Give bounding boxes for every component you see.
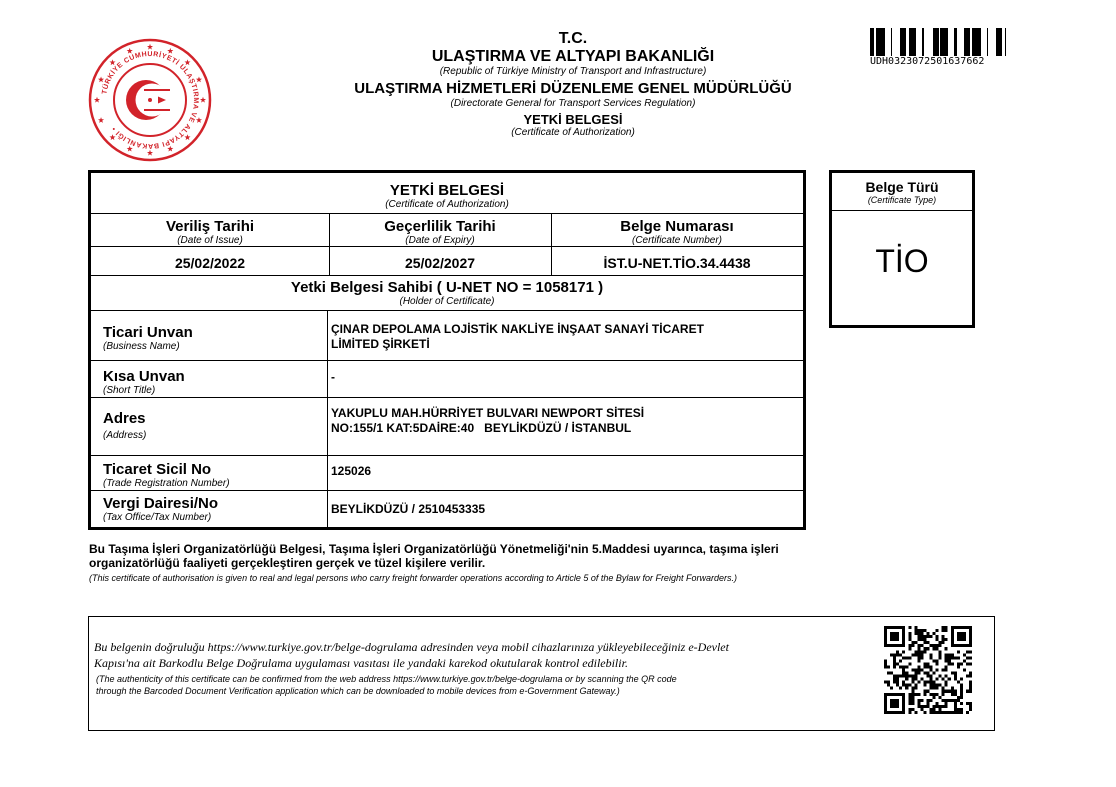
- address-line1: YAKUPLU MAH.HÜRRİYET BULVARI NEWPORT SİTESİ: [331, 406, 645, 420]
- certificate-number-header: [551, 219, 803, 246]
- barcode-number: UDH0323072501637662: [870, 56, 985, 67]
- business-name-line1: ÇINAR DEPOLAMA LOJİSTİK NAKLİYE İNŞAAT SANAYİ TİCARET: [331, 322, 704, 336]
- certificate-type-label-en: (Certificate Type): [867, 195, 937, 205]
- certificate-number-value: İST.U-NET.TİO.34.4438: [603, 255, 751, 271]
- issue-date-value: 25/02/2022: [174, 255, 246, 271]
- header-directorate-en: (Directorate General for Transport Services Regulation): [450, 98, 696, 109]
- holder-label: Yetki Belgesi Sahibi ( U-NET NO = 1058171 ): [290, 279, 604, 296]
- business-name-label-en: (Business Name): [103, 341, 180, 352]
- verification-en-line1: (The authenticity of this certificate can be confirmed from the web address https://www.turkiye.gov.tr/belge-dogrulama or by scanning the QR code: [96, 674, 677, 684]
- certificate-type-value: TİO: [875, 243, 929, 279]
- certificate-title-block: [91, 183, 803, 210]
- issue-date-header: [91, 219, 329, 246]
- legal-note: [89, 542, 879, 584]
- certificate-title: YETKİ BELGESİ: [389, 182, 505, 199]
- expiry-date-label-en: (Date of Expiry): [405, 235, 475, 246]
- certificate-title-en: (Certificate of Authorization): [385, 199, 509, 210]
- address-label-en: (Address): [103, 430, 147, 441]
- verification-box: [88, 616, 995, 731]
- trade-registration-label-en: (Trade Registration Number): [103, 478, 230, 489]
- certificate-number-label: Belge Numarası: [620, 218, 734, 235]
- verification-text-tr: [94, 639, 834, 671]
- verification-tr-line2: Kapısı'na ait Barkodlu Belge Doğrulama uygulaması vasıtası ile yandaki karekod okutularak kontrol edilebilir.: [94, 656, 628, 670]
- header-doc-title-en: (Certificate of Authorization): [511, 127, 635, 138]
- address-label: Adres: [103, 410, 146, 427]
- certificate-table: [88, 170, 806, 530]
- header-directorate: ULAŞTIRMA HİZMETLERİ DÜZENLEME GENEL MÜDÜRLÜĞÜ: [354, 80, 792, 97]
- certificate-type-header: [832, 179, 972, 206]
- header-ministry-en: (Republic of Türkiye Ministry of Transport and Infrastructure): [439, 66, 707, 77]
- short-title-label-en: (Short Title): [103, 385, 156, 396]
- barcode-image: [870, 28, 1008, 56]
- verification-en-line2: through the Barcoded Document Verification application which can be downloaded to mobile devices from e-Government Gateway.): [96, 686, 620, 696]
- trade-registration-label-block: [103, 461, 323, 489]
- legal-note-en: (This certificate of authorisation is given to real and legal persons who carry freight forwarder operations according to Article 5 of the Bylaw for Freight Forwarders.): [89, 573, 737, 583]
- business-name-label: Ticari Unvan: [103, 324, 193, 341]
- business-name-line2: LİMİTED ŞİRKETİ: [331, 337, 430, 351]
- expiry-date-value: 25/02/2027: [404, 255, 476, 271]
- short-title-label: Kısa Unvan: [103, 368, 185, 385]
- expiry-date-label: Geçerlilik Tarihi: [384, 218, 496, 235]
- trade-registration-value: 125026: [331, 464, 372, 478]
- address-value: [331, 406, 799, 436]
- address-line2: NO:155/1 KAT:5DAİRE:40 BEYLİKDÜZÜ / İSTANBUL: [331, 421, 632, 435]
- expiry-date-header: [329, 219, 551, 246]
- header-doc-title: YETKİ BELGESİ: [523, 112, 623, 127]
- tax-office-label-en: (Tax Office/Tax Number): [103, 512, 212, 523]
- short-title-label-block: [103, 368, 323, 396]
- holder-label-en: (Holder of Certificate): [399, 296, 495, 307]
- verification-text-en: [96, 673, 836, 697]
- trade-registration-label: Ticaret Sicil No: [103, 461, 212, 478]
- issue-date-label: Veriliş Tarihi: [165, 218, 255, 235]
- legal-note-tr-line2: organizatörlüğü faaliyeti gerçekleştiren gerçek ve tüzel kişilere verilir.: [89, 556, 486, 570]
- issue-date-label-en: (Date of Issue): [177, 235, 243, 246]
- holder-header: [91, 280, 803, 307]
- certificate-type-label: Belge Türü: [865, 179, 939, 195]
- tax-office-label-block: [103, 495, 323, 523]
- svg-text:TÜRKİYE CUMHURİYETİ ULAŞTIRMA: TÜRKİYE CUMHURİYETİ ULAŞTIRMA VE ALTYAPI BAKANLIĞI •: [101, 50, 200, 150]
- tax-office-label: Vergi Dairesi/No: [103, 495, 219, 512]
- certificate-type-box: [829, 170, 975, 328]
- qr-code-image: [884, 626, 972, 714]
- tax-office-value: BEYLİKDÜZÜ / 2510453335: [331, 502, 486, 516]
- ministry-seal-logo: [88, 38, 212, 162]
- business-name-label-block: [103, 324, 323, 352]
- address-label-block: [103, 410, 323, 441]
- header-tc: T.C.: [558, 30, 588, 47]
- legal-note-tr-line1: Bu Taşıma İşleri Organizatörlüğü Belgesi, Taşıma İşleri Organizatörlüğü Yönetmeliği'nin 5.Maddesi uyarınca, taşıma işleri: [89, 542, 779, 556]
- document-header: [300, 30, 846, 139]
- header-ministry: ULAŞTIRMA VE ALTYAPI BAKANLIĞI: [431, 48, 715, 65]
- certificate-number-label-en: (Certificate Number): [631, 235, 723, 246]
- short-title-value: -: [331, 370, 335, 384]
- verification-tr-line1: Bu belgenin doğruluğu https://www.turkiye.gov.tr/belge-dogrulama adresinden veya mobil cihazlarınıza yükleyebileceğiniz e-Devlet: [94, 640, 729, 654]
- business-name-value: [331, 322, 799, 352]
